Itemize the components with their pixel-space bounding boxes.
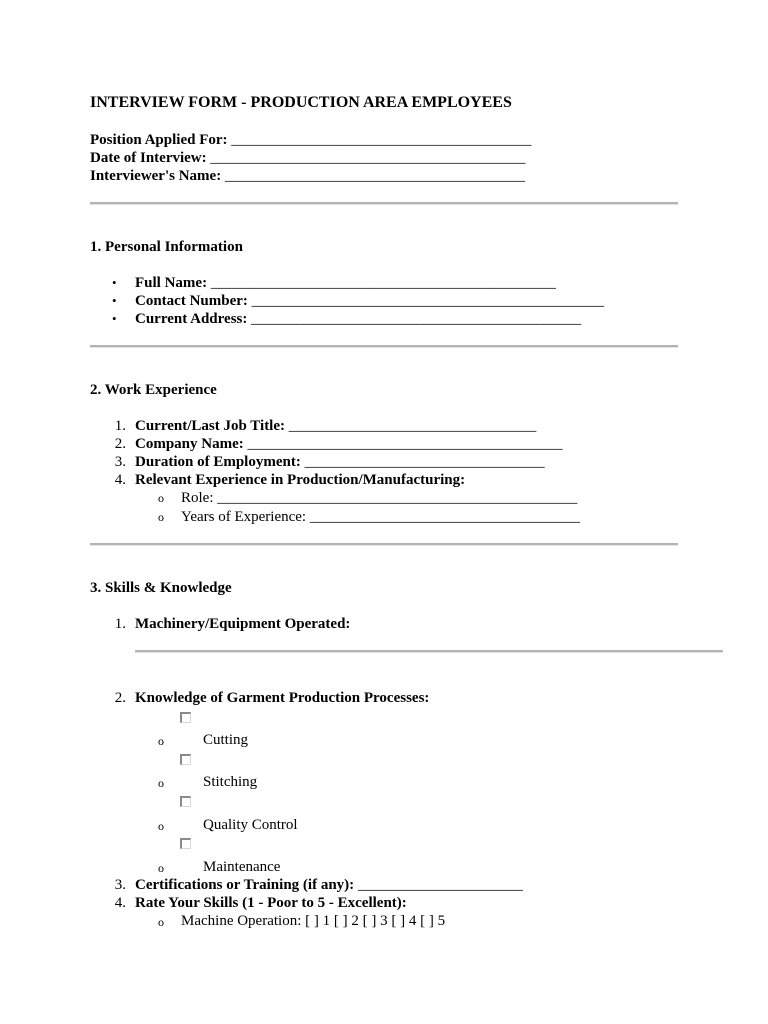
position-applied-blank[interactable]: ________________________________________ <box>231 132 532 148</box>
sub-bullet-marker: o <box>158 776 164 790</box>
sub-bullet-marker: o <box>158 510 164 524</box>
duration-blank[interactable]: ________________________________ <box>304 454 545 470</box>
certifications-label: Certifications or Training (if any): <box>135 877 355 893</box>
contact-number-blank[interactable]: _______________________________________________ <box>251 293 605 309</box>
rate-skills-label: Rate Your Skills (1 - Poor to 5 - Excellent): <box>135 895 407 911</box>
interviewer-name-blank[interactable]: ________________________________________ <box>224 168 525 184</box>
full-name-field[interactable] <box>135 274 556 292</box>
date-of-interview-blank[interactable]: __________________________________________ <box>210 150 526 166</box>
bullet-marker: • <box>112 293 117 308</box>
job-title-blank[interactable]: _________________________________ <box>288 418 537 434</box>
maintenance-checkbox[interactable] <box>180 838 191 849</box>
full-name-blank[interactable]: ______________________________________________ <box>210 275 556 291</box>
date-of-interview-field[interactable] <box>90 149 525 167</box>
sub-bullet-marker: o <box>158 915 164 929</box>
list-number: 1. <box>114 616 126 632</box>
current-address-blank[interactable]: ____________________________________________ <box>251 311 582 327</box>
divider <box>90 543 678 546</box>
quality-control-label: Quality Control <box>203 817 298 833</box>
divider <box>90 202 678 205</box>
contact-number-label: Contact Number: <box>135 293 248 309</box>
quality-control-checkbox[interactable] <box>180 796 191 807</box>
form-title: INTERVIEW FORM - PRODUCTION AREA EMPLOYEES <box>90 94 512 111</box>
years-experience-field[interactable] <box>181 508 580 526</box>
years-experience-label: Years of Experience: <box>181 509 307 525</box>
divider <box>90 345 678 348</box>
sub-bullet-marker: o <box>158 491 164 505</box>
sub-bullet-marker: o <box>158 819 164 833</box>
garment-processes-label: Knowledge of Garment Production Processes: <box>135 690 430 706</box>
certifications-field[interactable] <box>135 876 523 894</box>
stitching-label: Stitching <box>203 774 258 790</box>
duration-field[interactable] <box>135 453 545 471</box>
position-applied-field[interactable] <box>90 131 531 149</box>
current-address-label: Current Address: <box>135 311 248 327</box>
job-title-label: Current/Last Job Title: <box>135 418 286 434</box>
list-number: 2. <box>114 690 126 706</box>
stitching-checkbox[interactable] <box>180 754 191 765</box>
current-address-field[interactable] <box>135 310 581 328</box>
list-number: 3. <box>114 454 126 470</box>
company-name-field[interactable] <box>135 435 563 453</box>
machinery-answer-line[interactable] <box>135 650 723 653</box>
bullet-marker: • <box>112 275 117 290</box>
section-heading-work-experience: 2. Work Experience <box>90 382 217 398</box>
company-name-label: Company Name: <box>135 436 244 452</box>
list-number: 4. <box>114 895 126 911</box>
list-number: 2. <box>114 436 126 452</box>
list-number: 3. <box>114 877 126 893</box>
contact-number-field[interactable] <box>135 292 604 310</box>
full-name-label: Full Name: <box>135 275 208 291</box>
section-heading-personal-info: 1. Personal Information <box>90 239 243 255</box>
machinery-label: Machinery/Equipment Operated: <box>135 616 351 632</box>
machine-operation-rating[interactable]: Machine Operation: [ ] 1 [ ] 2 [ ] 3 [ ] 4 [ ] 5 <box>181 913 446 929</box>
maintenance-label: Maintenance <box>203 859 281 875</box>
position-applied-label: Position Applied For: <box>90 132 228 148</box>
interviewer-name-field[interactable] <box>90 167 525 185</box>
cutting-checkbox[interactable] <box>180 712 191 723</box>
sub-bullet-marker: o <box>158 861 164 875</box>
list-number: 1. <box>114 418 126 434</box>
section-heading-skills: 3. Skills & Knowledge <box>90 580 232 596</box>
date-of-interview-label: Date of Interview: <box>90 150 207 166</box>
role-label: Role: <box>181 490 214 506</box>
role-field[interactable] <box>181 489 577 507</box>
job-title-field[interactable] <box>135 417 536 435</box>
certifications-blank[interactable]: ______________________ <box>357 877 523 893</box>
duration-label: Duration of Employment: <box>135 454 301 470</box>
role-blank[interactable]: ________________________________________________ <box>217 490 578 506</box>
company-name-blank[interactable]: __________________________________________ <box>247 436 563 452</box>
sub-bullet-marker: o <box>158 734 164 748</box>
years-experience-blank[interactable]: ____________________________________ <box>309 509 580 525</box>
relevant-experience-label: Relevant Experience in Production/Manufacturing: <box>135 472 466 488</box>
list-number: 4. <box>114 472 126 488</box>
bullet-marker: • <box>112 311 117 326</box>
cutting-label: Cutting <box>203 732 249 748</box>
interviewer-name-label: Interviewer's Name: <box>90 168 222 184</box>
